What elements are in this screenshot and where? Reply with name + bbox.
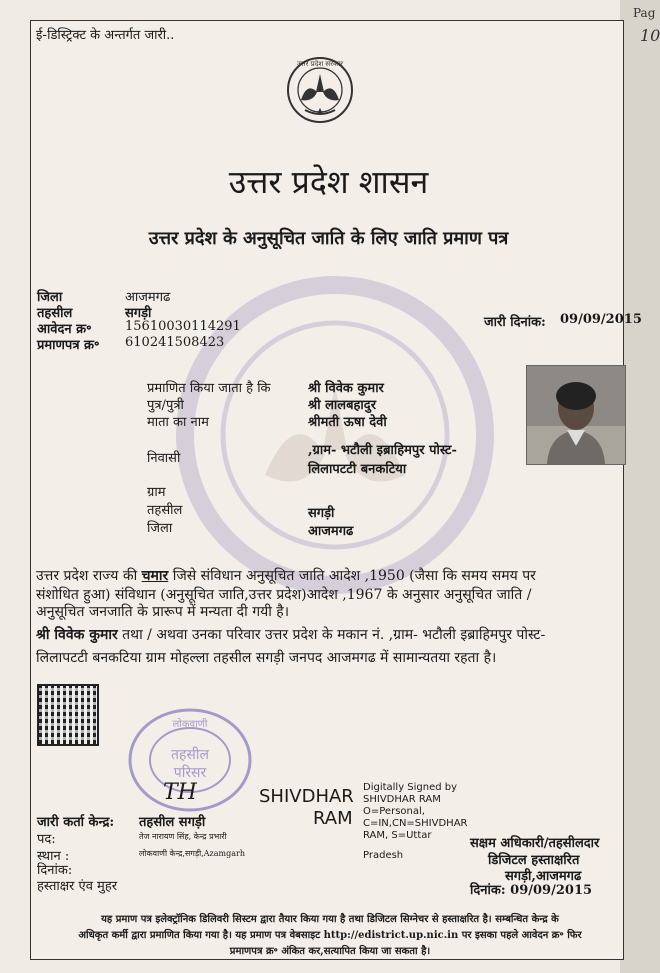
applicant-photo: [526, 365, 626, 465]
issue-date-label: जारी दिनांक:: [484, 315, 546, 330]
child-of-label: पुत्र/पुत्री: [147, 398, 184, 413]
government-title: उत्तर प्रदेश शासन: [228, 163, 429, 201]
issuer-date-label: दिनांक:: [37, 863, 73, 878]
resident-value-line1: ,ग्राम- भटौली इब्राहिमपुर पोस्ट-: [308, 443, 457, 458]
certificate-title: उत्तर प्रदेश के अनुसूचित जाति के लिए जाति प्रमाण पत्र: [148, 228, 509, 249]
digital-sign-name-2: RAM: [313, 808, 353, 829]
paragraph-line-1: उत्तर प्रदेश राज्य की चमार जिसे संविधान अनुसूचित जाति आदेश ,1950 (जैसा कि समय समय पर: [36, 568, 536, 584]
stamp-mid-text-1: तहसील: [171, 747, 209, 763]
authority-line-2: डिजिटल हस्ताक्षरित: [488, 853, 580, 868]
issuer-place-label: स्थान :: [37, 849, 70, 864]
emblem-text: उत्तर प्रदेश सरकार: [296, 60, 344, 68]
issue-date-value: 09/09/2015: [560, 312, 642, 327]
issuer-post-value: तेज नारायण सिंह, केन्द्र प्रभारी: [139, 832, 227, 841]
holder-name: श्री विवेक कुमार: [36, 627, 118, 643]
qr-code: [37, 684, 99, 746]
footer-note: यह प्रमाण पत्र इलेक्ट्रॉनिक डिलिवरी सिस्टम द्वारा तैयार किया गया है तथा डिजिटल सिग्नेचर से हस्ताक्षरित है। सम्बन्धित केन्द्र के अधिकृत कर्मी द्वारा प्रमाणित किया गया है। यह प्रमाण पत्र वेबसाइट http://edistrict.up.nic.in पर इसका पहले आवेदन क्र॰ फिर प्रमाणपत्र क्र॰ अंकित कर,सत्यापित किया जा सकता है।: [78, 914, 582, 957]
paragraph-line-2: संशोधित हुआ) संविधान (अनुसूचित जाति,उत्तर प्रदेश)आदेश ,1967 के अनुसार अनुसूचित जाति /: [36, 587, 532, 603]
meta-application-label: आवेदन क्र॰: [37, 322, 92, 337]
meta-certificate-label: प्रमाणपत्र क्र॰: [37, 338, 100, 353]
caste-name: चमार: [141, 568, 169, 584]
mother-value: श्रीमती ऊषा देवी: [308, 415, 387, 430]
authority-line-1: सक्षम अधिकारी/तहसीलदार: [470, 836, 600, 851]
resident-label: निवासी: [147, 451, 181, 466]
paragraph-line-5: लिलापटटी बनकटिया ग्राम मोहल्ला तहसील सगड़ी जनपद आजमगढ में सामान्यतया रहता है।: [36, 650, 497, 666]
digital-sign-name-1: SHIVDHAR: [259, 786, 354, 807]
meta-certificate-value: 610241508423: [125, 335, 225, 350]
resident-value-line2: लिलापटटी बनकटिया: [308, 462, 407, 477]
issuer-centre-value: तहसील सगड़ी: [139, 815, 206, 830]
issuer-place-value: लोकवाणी केन्द्र,सगड़ी,Azamgarh: [139, 849, 245, 858]
certified-value: श्री विवेक कुमार: [308, 381, 384, 396]
issuer-post-label: पद:: [37, 832, 56, 847]
meta-tehsil-label: तहसील: [37, 306, 73, 321]
meta-tehsil-value: सगड़ी: [125, 306, 152, 321]
authority-date: दिनांक: 09/09/2015: [470, 883, 593, 898]
paragraph-line-3: अनुसूचित जनजाति के प्रारूप में मन्यता दी गयी है।: [36, 604, 290, 620]
corner-handwritten-mark: 10: [640, 26, 660, 45]
details-tehsil-value: सगड़ी: [308, 506, 335, 521]
digital-sign-details: Digitally Signed by SHIVDHAR RAM O=Personal, C=IN,CN=SHIVDHAR RAM, S=Uttar Pradesh: [363, 782, 468, 861]
details-tehsil-label: तहसील: [147, 503, 183, 518]
authority-line-3: सगड़ी,आजमगढ: [505, 869, 582, 884]
meta-district-value: आजमगढ: [125, 290, 171, 305]
meta-district-label: जिला: [37, 290, 63, 305]
header-note: ई-डिस्ट्रिक्ट के अन्तर्गत जारी..: [36, 28, 175, 43]
up-emblem-icon: [285, 52, 355, 130]
mother-label: माता का नाम: [147, 415, 209, 430]
issuer-centre-label: जारी कर्ता केन्द्र:: [37, 815, 115, 830]
issuer-sign-label: हस्ताक्षर एंव मुहर: [37, 879, 118, 894]
signature-initials: TH: [163, 780, 197, 805]
child-of-value: श्री लालबहादुर: [308, 398, 377, 413]
paragraph-line-4: श्री विवेक कुमार तथा / अथवा उनका परिवार उत्तर प्रदेश के मकान नं. ,ग्राम- भटौली इब्राहिमपुर पोस्ट-: [36, 627, 546, 643]
village-label: ग्राम: [147, 485, 166, 500]
details-district-label: जिला: [147, 521, 173, 536]
details-district-value: आजमगढ: [308, 524, 354, 539]
certified-label: प्रमाणित किया जाता है कि: [147, 381, 271, 396]
meta-application-value: 15610030114291: [125, 319, 241, 334]
stamp-top-text: लोकवाणी: [172, 719, 208, 730]
corner-page-label: Pag: [633, 6, 656, 20]
stamp-mid-text-2: परिसर: [173, 765, 207, 781]
